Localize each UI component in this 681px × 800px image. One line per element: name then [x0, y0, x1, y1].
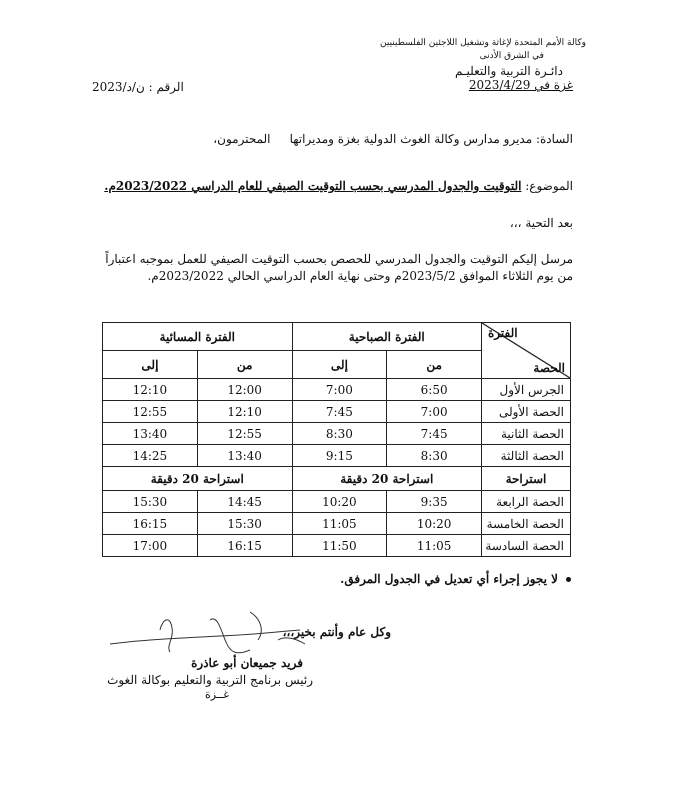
letter-date: غزة في 2023/4/29 — [468, 78, 573, 92]
note-item — [340, 572, 571, 586]
morning-from-time: 7:00 — [387, 401, 482, 423]
table-row — [103, 401, 571, 423]
morning-to-time: 7:45 — [292, 401, 387, 423]
org-name-line1: وكالة الأمم المتحدة لإغاثة وتشغيل اللاجئين الفلسطينيين — [380, 38, 586, 48]
subject-line — [104, 179, 573, 193]
table-row — [103, 535, 571, 557]
evening-from-time: 12:55 — [197, 423, 292, 445]
table-row — [103, 423, 571, 445]
morning-from-time: 11:05 — [387, 535, 482, 557]
bullet-icon — [566, 577, 571, 582]
signatory-name: فريد جميعان أبو عاذرة — [191, 656, 303, 670]
evening-from-time: 15:30 — [197, 513, 292, 535]
org-name-line2: في الشرق الأدنى — [479, 51, 544, 61]
evening-from-header: من — [197, 351, 292, 379]
morning-to-time: 9:15 — [292, 445, 387, 467]
period-label: الحصة الأولى — [482, 401, 571, 423]
morning-to-time: 11:50 — [292, 535, 387, 557]
evening-from-time: 13:40 — [197, 445, 292, 467]
table-row — [103, 513, 571, 535]
morning-to-header: إلى — [292, 351, 387, 379]
period-label: الحصة السادسة — [482, 535, 571, 557]
table-corner-cell — [482, 323, 571, 379]
evening-to-time: 12:10 — [103, 379, 198, 401]
department-name: دائـرة التربية والتعليـم — [455, 64, 563, 78]
evening-to-time: 16:15 — [103, 513, 198, 535]
corner-top-label: الفترة — [488, 326, 518, 340]
morning-from-time: 7:45 — [387, 423, 482, 445]
signatory-title: رئيس برنامج التربية والتعليم بوكالة الغوث — [107, 673, 313, 687]
period-label: الحصة الثانية — [482, 423, 571, 445]
evening-to-time: 12:55 — [103, 401, 198, 423]
evening-to-header: إلى — [103, 351, 198, 379]
morning-header: الفترة الصباحية — [292, 323, 481, 351]
evening-to-time: 17:00 — [103, 535, 198, 557]
morning-from-time: 8:30 — [387, 445, 482, 467]
morning-from-time: 10:20 — [387, 513, 482, 535]
break-label: استراحة — [482, 467, 571, 491]
note-text: لا يجوز إجراء أي تعديل في الجدول المرفق. — [340, 572, 558, 586]
table-row — [103, 445, 571, 467]
table-row — [103, 379, 571, 401]
morning-to-time: 7:00 — [292, 379, 387, 401]
morning-from-header: من — [387, 351, 482, 379]
schedule-table — [102, 322, 571, 557]
morning-to-time: 11:05 — [292, 513, 387, 535]
evening-break: استراحة 20 دقيقة — [103, 467, 293, 491]
table-row — [103, 491, 571, 513]
period-label: الحصة الثالثة — [482, 445, 571, 467]
morning-to-time: 8:30 — [292, 423, 387, 445]
morning-from-time: 6:50 — [387, 379, 482, 401]
subject-label: الموضوع: — [521, 179, 573, 193]
morning-from-time: 9:35 — [387, 491, 482, 513]
reference-number: الرقم : ن/د/2023 — [92, 80, 184, 94]
evening-from-time: 14:45 — [197, 491, 292, 513]
evening-from-time: 16:15 — [197, 535, 292, 557]
addressee: السادة: مديرو مدارس وكالة الغوث الدولية بغزة ومديراتها المحترمون، — [213, 132, 573, 146]
period-label: الحصة الرابعة — [482, 491, 571, 513]
evening-from-time: 12:10 — [197, 401, 292, 423]
evening-to-time: 14:25 — [103, 445, 198, 467]
evening-to-time: 15:30 — [103, 491, 198, 513]
letter-body: مرسل إليكم التوقيت والجدول المدرسي للحصص بحسب التوقيت الصيفي للعمل بموجبه اعتباراً من يوم الثلاثاء الموافق 2023/5/2م وحتى نهاية العام الدراسي الحالي 2023/2022م. — [105, 252, 573, 283]
closing-line: وكل عام وأنتم بخير،،، — [282, 625, 391, 639]
evening-header: الفترة المسائية — [103, 323, 293, 351]
corner-bottom-label: الحصة — [533, 361, 565, 375]
signatory-city: غــزة — [204, 688, 229, 701]
break-row — [103, 467, 571, 491]
period-label: الجرس الأول — [482, 379, 571, 401]
greeting: بعد التحية ،،، — [509, 216, 573, 230]
morning-break: استراحة 20 دقيقة — [292, 467, 481, 491]
period-label: الحصة الخامسة — [482, 513, 571, 535]
subject-value: التوقيت والجدول المدرسي بحسب التوقيت الصيفي للعام الدراسي 2023/2022م. — [104, 179, 522, 193]
evening-from-time: 12:00 — [197, 379, 292, 401]
morning-to-time: 10:20 — [292, 491, 387, 513]
evening-to-time: 13:40 — [103, 423, 198, 445]
